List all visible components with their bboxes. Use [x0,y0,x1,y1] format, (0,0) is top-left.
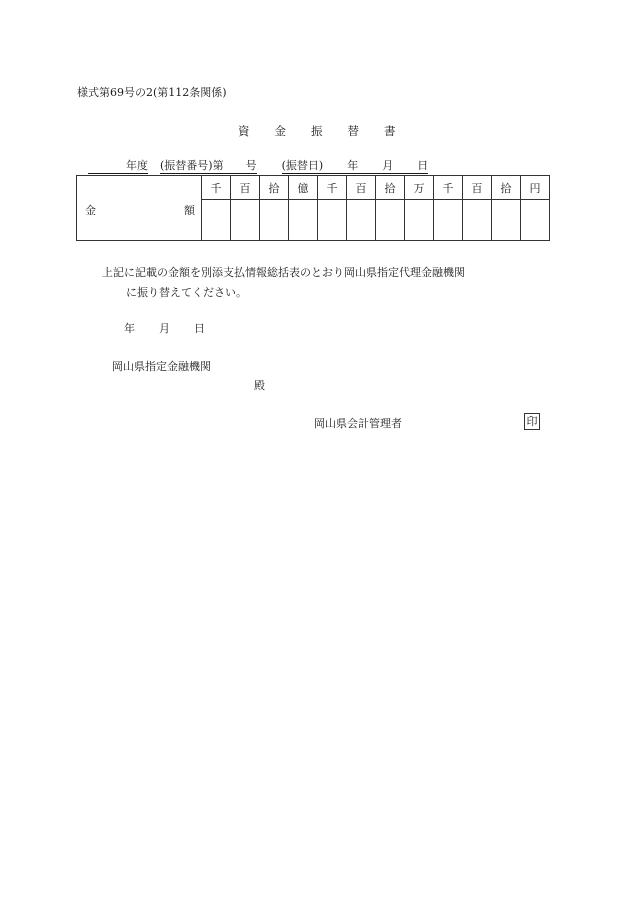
date-month-label: 月 [159,322,170,335]
official-title: 岡山県会計管理者 [314,417,402,430]
transfer-date-label: (振替日) [281,159,324,172]
digit-header: 拾 [492,176,521,200]
title-char: 書 [384,124,396,138]
transfer-number-label: (振替番号)第 [160,159,224,172]
transfer-info-line [88,159,428,174]
digit-value-cell[interactable] [347,200,376,241]
amount-label-gaku: 額 [184,204,195,217]
digit-header: 百 [231,176,260,200]
title-char: 替 [347,124,359,138]
digit-header: 千 [318,176,347,200]
digit-value-cell[interactable] [260,200,289,241]
digit-header: 百 [463,176,492,200]
transfer-day-label: 日 [417,159,429,172]
title-char: 振 [311,124,323,138]
fiscal-year-field [88,159,148,174]
digit-value-cell[interactable] [405,200,434,241]
transfer-number-suffix: 号 [245,159,257,172]
digit-header: 円 [521,176,550,200]
date-day-label: 日 [194,322,205,335]
digit-header: 千 [202,176,231,200]
transfer-number-field [160,159,257,174]
date-year-label: 年 [124,322,135,335]
digit-value-cell[interactable] [202,200,231,241]
digit-value-cell[interactable] [289,200,318,241]
digit-header: 万 [405,176,434,200]
digit-header: 億 [289,176,318,200]
document-title [238,123,396,139]
title-char: 金 [274,124,286,138]
digit-value-cell[interactable] [492,200,521,241]
amount-label-cell [77,176,202,241]
digit-value-cell[interactable] [318,200,347,241]
body-text-line1: 上記に記載の金額を別添支払情報総括表のとおり岡山県指定代理金融機関 [102,266,465,279]
digit-value-cell[interactable] [463,200,492,241]
amount-table [76,175,550,241]
fiscal-year-label: 年度 [126,159,148,172]
digit-header: 百 [347,176,376,200]
amount-label-kin: 金 [85,204,96,217]
digit-value-cell[interactable] [521,200,550,241]
digit-header: 拾 [260,176,289,200]
title-char: 資 [238,124,250,138]
transfer-month-label: 月 [382,159,394,172]
digit-header-row [77,176,550,200]
digit-header: 千 [434,176,463,200]
body-text-line2: に振り替えてください。 [126,286,247,299]
digit-header: 拾 [376,176,405,200]
seal-stamp: 印 [524,413,540,430]
addressee-bank: 岡山県指定金融機関 [112,360,211,373]
form-number: 様式第69号の2(第112条関係) [77,86,227,99]
request-date [124,320,229,336]
honorific: 殿 [254,379,265,392]
transfer-date-field [282,159,429,174]
digit-value-cell[interactable] [376,200,405,241]
digit-value-cell[interactable] [231,200,260,241]
transfer-year-label: 年 [347,159,359,172]
digit-value-cell[interactable] [434,200,463,241]
